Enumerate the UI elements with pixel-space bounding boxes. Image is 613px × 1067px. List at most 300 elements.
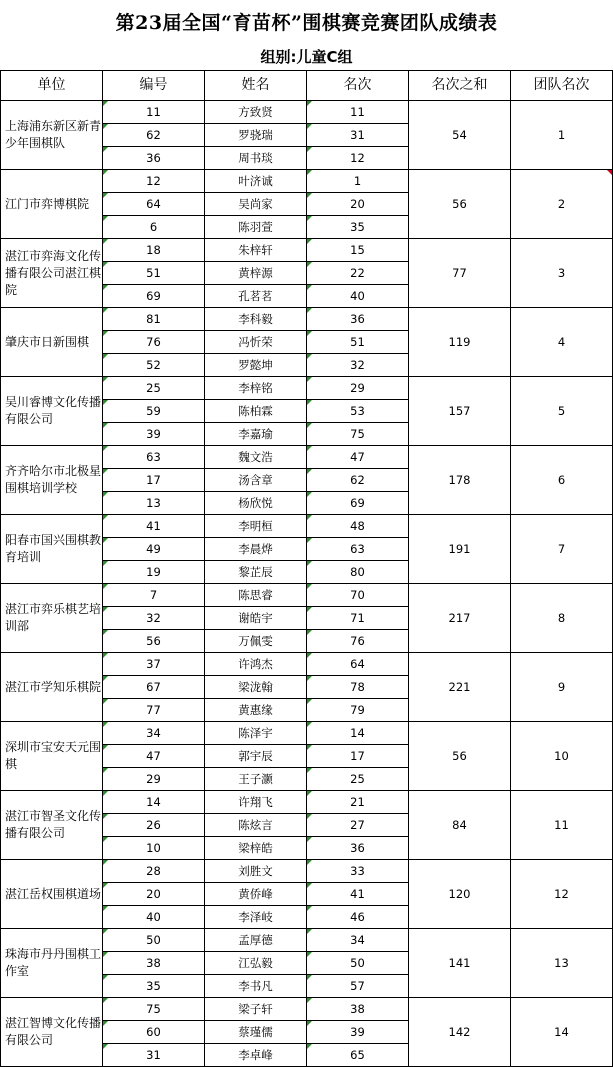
team-unit-cell: 湛江市弈海文化传播有限公司湛江棋院 <box>1 239 103 308</box>
player-id: 49 <box>146 541 161 556</box>
cell-marker-icon <box>103 952 108 957</box>
cell-marker-icon <box>307 998 312 1003</box>
player-name: 谢皓宇 <box>238 610 273 625</box>
player-name-cell <box>205 170 307 193</box>
player-id: 10 <box>146 840 161 855</box>
player-name: 陈炫言 <box>238 817 273 832</box>
player-name-cell <box>205 239 307 262</box>
table-row <box>1 170 613 193</box>
team-rank: 11 <box>554 817 569 832</box>
player-name-cell <box>205 929 307 952</box>
player-id: 39 <box>146 426 161 441</box>
player-name-cell <box>205 814 307 837</box>
player-id: 14 <box>146 794 161 809</box>
player-id-cell <box>103 446 205 469</box>
player-place: 65 <box>350 1047 365 1062</box>
player-id-cell <box>103 837 205 860</box>
cell-marker-icon <box>103 101 108 106</box>
cell-marker-icon <box>103 147 108 152</box>
player-id: 50 <box>146 932 161 947</box>
player-name: 汤含章 <box>238 472 273 487</box>
cell-marker-icon <box>103 561 108 566</box>
cell-marker-icon <box>307 952 312 957</box>
player-place-cell <box>307 837 409 860</box>
player-id-cell <box>103 768 205 791</box>
table-row <box>1 308 613 331</box>
player-id: 13 <box>146 495 161 510</box>
player-name: 冯忻荣 <box>238 334 273 349</box>
team-rank-cell <box>511 308 613 377</box>
results-table <box>0 70 613 1067</box>
player-id: 36 <box>146 150 161 165</box>
table-row <box>1 791 613 814</box>
cell-marker-icon <box>103 607 108 612</box>
player-place-cell <box>307 975 409 998</box>
table-row <box>1 722 613 745</box>
player-name-cell <box>205 538 307 561</box>
header-unit: 单位 <box>1 71 103 101</box>
player-id-cell <box>103 630 205 653</box>
player-name-cell <box>205 791 307 814</box>
player-place-cell <box>307 170 409 193</box>
player-name: 吴尚家 <box>238 196 273 211</box>
player-place: 69 <box>350 495 365 510</box>
player-name: 刘胜文 <box>238 863 273 878</box>
cell-marker-icon <box>307 147 312 152</box>
player-name-cell <box>205 883 307 906</box>
player-place-cell <box>307 1044 409 1067</box>
player-id: 75 <box>146 1001 161 1016</box>
player-id-cell <box>103 377 205 400</box>
results-body <box>1 101 613 1067</box>
team-rank-cell <box>511 101 613 170</box>
table-row <box>1 653 613 676</box>
rank-sum-cell: 221 <box>409 653 511 722</box>
player-name-cell <box>205 722 307 745</box>
table-row <box>1 929 613 952</box>
cell-marker-icon <box>307 492 312 497</box>
player-id-cell <box>103 423 205 446</box>
cell-marker-icon <box>103 308 108 313</box>
player-id-cell <box>103 124 205 147</box>
player-id: 6 <box>149 219 158 234</box>
player-name: 万佩雯 <box>238 633 273 648</box>
player-id: 40 <box>146 909 161 924</box>
player-place: 17 <box>350 748 365 763</box>
cell-marker-icon <box>103 285 108 290</box>
player-place: 27 <box>350 817 365 832</box>
cell-marker-icon <box>307 262 312 267</box>
player-name: 孟厚德 <box>238 932 273 947</box>
header-sum: 名次之和 <box>409 71 511 101</box>
player-id: 37 <box>146 656 161 671</box>
cell-marker-icon <box>307 722 312 727</box>
player-name: 罗懿坤 <box>238 357 273 372</box>
rank-sum-cell: 119 <box>409 308 511 377</box>
cell-marker-icon <box>103 676 108 681</box>
player-place-cell <box>307 676 409 699</box>
rank-sum-cell: 157 <box>409 377 511 446</box>
player-place: 57 <box>350 978 365 993</box>
player-name: 梁泷翰 <box>238 679 273 694</box>
player-place-cell <box>307 607 409 630</box>
team-rank-cell <box>511 446 613 515</box>
player-id: 26 <box>146 817 161 832</box>
player-name: 李梓铭 <box>238 380 273 395</box>
team-unit-cell: 深圳市宝安天元围棋 <box>1 722 103 791</box>
player-place-cell <box>307 492 409 515</box>
player-name: 孔茗茗 <box>238 288 273 303</box>
player-name-cell <box>205 285 307 308</box>
team-unit-cell: 湛江市学知乐棋院 <box>1 653 103 722</box>
player-place-cell <box>307 423 409 446</box>
player-name-cell <box>205 377 307 400</box>
cell-marker-icon <box>307 768 312 773</box>
player-name: 周书琰 <box>238 150 273 165</box>
player-place: 12 <box>350 150 365 165</box>
team-rank: 9 <box>557 679 566 694</box>
team-unit-cell: 湛江智博文化传播有限公司 <box>1 998 103 1067</box>
team-rank: 4 <box>557 334 566 349</box>
cell-marker-icon <box>103 883 108 888</box>
player-place: 33 <box>350 863 365 878</box>
cell-marker-icon <box>103 722 108 727</box>
cell-marker-icon <box>103 331 108 336</box>
cell-marker-icon <box>307 653 312 658</box>
player-id-cell <box>103 354 205 377</box>
player-id-cell <box>103 952 205 975</box>
player-id-cell <box>103 860 205 883</box>
player-place-cell <box>307 584 409 607</box>
cell-marker-icon <box>307 354 312 359</box>
player-place-cell <box>307 906 409 929</box>
player-name-cell <box>205 308 307 331</box>
player-place: 39 <box>350 1024 365 1039</box>
player-place-cell <box>307 1021 409 1044</box>
team-rank: 12 <box>554 886 569 901</box>
table-row <box>1 446 613 469</box>
table-row <box>1 860 613 883</box>
cell-marker-icon <box>307 423 312 428</box>
player-name: 陈泽宇 <box>238 725 273 740</box>
player-name: 梁梓皓 <box>238 840 273 855</box>
player-place-cell <box>307 722 409 745</box>
team-rank: 6 <box>557 472 566 487</box>
rank-sum-cell: 56 <box>409 170 511 239</box>
player-id-cell <box>103 998 205 1021</box>
player-name-cell <box>205 745 307 768</box>
cell-marker-icon <box>103 193 108 198</box>
cell-marker-icon <box>307 469 312 474</box>
cell-marker-icon <box>307 101 312 106</box>
player-id-cell <box>103 607 205 630</box>
table-row <box>1 377 613 400</box>
player-id: 52 <box>146 357 161 372</box>
player-name: 陈羽萱 <box>238 219 273 234</box>
header-place: 名次 <box>307 71 409 101</box>
player-name: 杨欣悦 <box>238 495 273 510</box>
player-id-cell <box>103 814 205 837</box>
player-place: 21 <box>350 794 365 809</box>
player-name: 梁子轩 <box>238 1001 273 1016</box>
team-rank-cell <box>511 377 613 446</box>
player-place: 64 <box>350 656 365 671</box>
player-id-cell <box>103 1021 205 1044</box>
header-team-rank: 团队名次 <box>511 71 613 101</box>
team-unit-cell: 肇庆市日新围棋 <box>1 308 103 377</box>
player-name-cell <box>205 193 307 216</box>
player-place-cell <box>307 308 409 331</box>
player-place: 31 <box>350 127 365 142</box>
player-place: 11 <box>350 104 365 119</box>
player-id-cell <box>103 883 205 906</box>
rank-sum-cell: 77 <box>409 239 511 308</box>
player-name: 李晨烨 <box>238 541 273 556</box>
player-id-cell <box>103 929 205 952</box>
cell-marker-icon <box>103 768 108 773</box>
cell-marker-icon <box>103 975 108 980</box>
cell-marker-icon <box>103 584 108 589</box>
player-name-cell <box>205 699 307 722</box>
cell-marker-icon <box>103 423 108 428</box>
cell-marker-icon <box>103 377 108 382</box>
player-id-cell <box>103 492 205 515</box>
player-id: 81 <box>146 311 161 326</box>
cell-marker-icon <box>307 193 312 198</box>
player-place-cell <box>307 998 409 1021</box>
cell-marker-icon <box>307 860 312 865</box>
rank-sum-cell: 141 <box>409 929 511 998</box>
player-place: 40 <box>350 288 365 303</box>
cell-marker-icon <box>307 216 312 221</box>
player-name-cell <box>205 561 307 584</box>
player-place-cell <box>307 630 409 653</box>
player-place: 36 <box>350 840 365 855</box>
team-rank: 3 <box>557 265 566 280</box>
team-rank: 13 <box>554 955 569 970</box>
player-place: 14 <box>350 725 365 740</box>
player-place: 51 <box>350 334 365 349</box>
team-unit-cell: 齐齐哈尔市北极星围棋培训学校 <box>1 446 103 515</box>
table-row <box>1 515 613 538</box>
player-name-cell <box>205 469 307 492</box>
cell-marker-icon <box>103 538 108 543</box>
player-name: 王子灏 <box>238 771 273 786</box>
player-place-cell <box>307 216 409 239</box>
cell-marker-icon <box>103 515 108 520</box>
table-row <box>1 101 613 124</box>
player-id: 17 <box>146 472 161 487</box>
player-place-cell <box>307 193 409 216</box>
player-id: 32 <box>146 610 161 625</box>
rank-sum-cell: 84 <box>409 791 511 860</box>
player-name: 陈柏霖 <box>238 403 273 418</box>
player-id-cell <box>103 722 205 745</box>
player-id: 20 <box>146 886 161 901</box>
rank-sum-cell: 191 <box>409 515 511 584</box>
player-name: 黄侨峰 <box>238 886 273 901</box>
cell-marker-icon <box>307 929 312 934</box>
rank-sum-cell: 178 <box>409 446 511 515</box>
player-place-cell <box>307 515 409 538</box>
cell-marker-icon <box>103 929 108 934</box>
team-unit-cell: 阳春市国兴围棋教育培训 <box>1 515 103 584</box>
player-id: 35 <box>146 978 161 993</box>
player-name-cell <box>205 653 307 676</box>
player-id: 56 <box>146 633 161 648</box>
player-name: 叶济诚 <box>238 173 273 188</box>
player-place: 70 <box>350 587 365 602</box>
player-name: 李科毅 <box>238 311 273 326</box>
player-id: 25 <box>146 380 161 395</box>
cell-marker-icon <box>103 653 108 658</box>
cell-marker-icon <box>103 124 108 129</box>
player-name-cell <box>205 1044 307 1067</box>
team-rank-cell <box>511 722 613 791</box>
player-name: 魏文浩 <box>238 449 273 464</box>
player-name-cell <box>205 354 307 377</box>
player-id-cell <box>103 147 205 170</box>
player-id-cell <box>103 1044 205 1067</box>
header-name: 姓名 <box>205 71 307 101</box>
cell-marker-icon <box>307 791 312 796</box>
player-id: 31 <box>146 1047 161 1062</box>
cell-marker-icon <box>307 837 312 842</box>
cell-marker-icon <box>307 676 312 681</box>
player-id: 62 <box>146 127 161 142</box>
player-place-cell <box>307 538 409 561</box>
cell-marker-icon <box>103 1021 108 1026</box>
player-id: 76 <box>146 334 161 349</box>
player-id: 77 <box>146 702 161 717</box>
player-id-cell <box>103 584 205 607</box>
player-name-cell <box>205 998 307 1021</box>
player-name: 蔡瑾儒 <box>238 1024 273 1039</box>
cell-marker-icon <box>307 1044 312 1049</box>
player-place: 32 <box>350 357 365 372</box>
cell-marker-icon <box>103 791 108 796</box>
player-name: 陈思睿 <box>238 587 273 602</box>
comment-marker-icon <box>607 170 612 175</box>
player-place: 63 <box>350 541 365 556</box>
cell-marker-icon <box>103 446 108 451</box>
cell-marker-icon <box>307 170 312 175</box>
team-rank-cell <box>511 515 613 584</box>
player-place: 75 <box>350 426 365 441</box>
player-name: 黎芷辰 <box>238 564 273 579</box>
player-name: 许鸿杰 <box>238 656 273 671</box>
player-id: 19 <box>146 564 161 579</box>
cell-marker-icon <box>103 400 108 405</box>
player-name: 黄梓源 <box>238 265 273 280</box>
player-id-cell <box>103 745 205 768</box>
cell-marker-icon <box>307 308 312 313</box>
player-name: 朱梓轩 <box>238 242 273 257</box>
cell-marker-icon <box>103 239 108 244</box>
cell-marker-icon <box>307 1021 312 1026</box>
player-name-cell <box>205 147 307 170</box>
rank-sum-cell: 120 <box>409 860 511 929</box>
cell-marker-icon <box>307 561 312 566</box>
player-id: 69 <box>146 288 161 303</box>
player-place: 71 <box>350 610 365 625</box>
player-id-cell <box>103 561 205 584</box>
cell-marker-icon <box>307 906 312 911</box>
player-id-cell <box>103 101 205 124</box>
team-rank: 14 <box>554 1024 569 1039</box>
cell-marker-icon <box>307 331 312 336</box>
player-name-cell <box>205 1021 307 1044</box>
player-name: 李卓峰 <box>238 1047 273 1062</box>
player-name-cell <box>205 262 307 285</box>
cell-marker-icon <box>103 745 108 750</box>
player-place: 79 <box>350 702 365 717</box>
player-place: 80 <box>350 564 365 579</box>
player-name-cell <box>205 975 307 998</box>
player-id-cell <box>103 170 205 193</box>
player-place-cell <box>307 446 409 469</box>
player-id-cell <box>103 975 205 998</box>
player-place: 38 <box>350 1001 365 1016</box>
cell-marker-icon <box>103 354 108 359</box>
team-rank: 1 <box>557 127 566 142</box>
player-id-cell <box>103 285 205 308</box>
cell-marker-icon <box>307 883 312 888</box>
team-rank: 2 <box>557 196 566 211</box>
header-row <box>1 71 613 101</box>
player-place: 35 <box>350 219 365 234</box>
player-name-cell <box>205 124 307 147</box>
team-rank-cell <box>511 791 613 860</box>
player-place: 62 <box>350 472 365 487</box>
cell-marker-icon <box>307 975 312 980</box>
player-place-cell <box>307 952 409 975</box>
cell-marker-icon <box>307 239 312 244</box>
player-name: 郭宇辰 <box>238 748 273 763</box>
player-place-cell <box>307 147 409 170</box>
player-place: 48 <box>350 518 365 533</box>
team-rank-cell <box>511 860 613 929</box>
player-place-cell <box>307 653 409 676</box>
rank-sum-cell: 54 <box>409 101 511 170</box>
player-id-cell <box>103 400 205 423</box>
player-place-cell <box>307 101 409 124</box>
cell-marker-icon <box>307 285 312 290</box>
player-place-cell <box>307 561 409 584</box>
player-place: 25 <box>350 771 365 786</box>
player-name: 李嘉瑜 <box>238 426 273 441</box>
player-id-cell <box>103 699 205 722</box>
team-rank: 8 <box>557 610 566 625</box>
player-id: 51 <box>146 265 161 280</box>
team-unit-cell: 湛江市智圣文化传播有限公司 <box>1 791 103 860</box>
player-place-cell <box>307 860 409 883</box>
player-name-cell <box>205 676 307 699</box>
player-name-cell <box>205 630 307 653</box>
player-name-cell <box>205 906 307 929</box>
team-unit-cell: 上海浦东新区新青少年围棋队 <box>1 101 103 170</box>
team-unit-cell: 江门市弈博棋院 <box>1 170 103 239</box>
table-row <box>1 239 613 262</box>
player-place: 34 <box>350 932 365 947</box>
team-unit-cell: 吴川睿博文化传播有限公司 <box>1 377 103 446</box>
player-place-cell <box>307 377 409 400</box>
player-id-cell <box>103 193 205 216</box>
player-name-cell <box>205 400 307 423</box>
player-place-cell <box>307 124 409 147</box>
header-id: 编号 <box>103 71 205 101</box>
player-name: 李书凡 <box>238 978 273 993</box>
